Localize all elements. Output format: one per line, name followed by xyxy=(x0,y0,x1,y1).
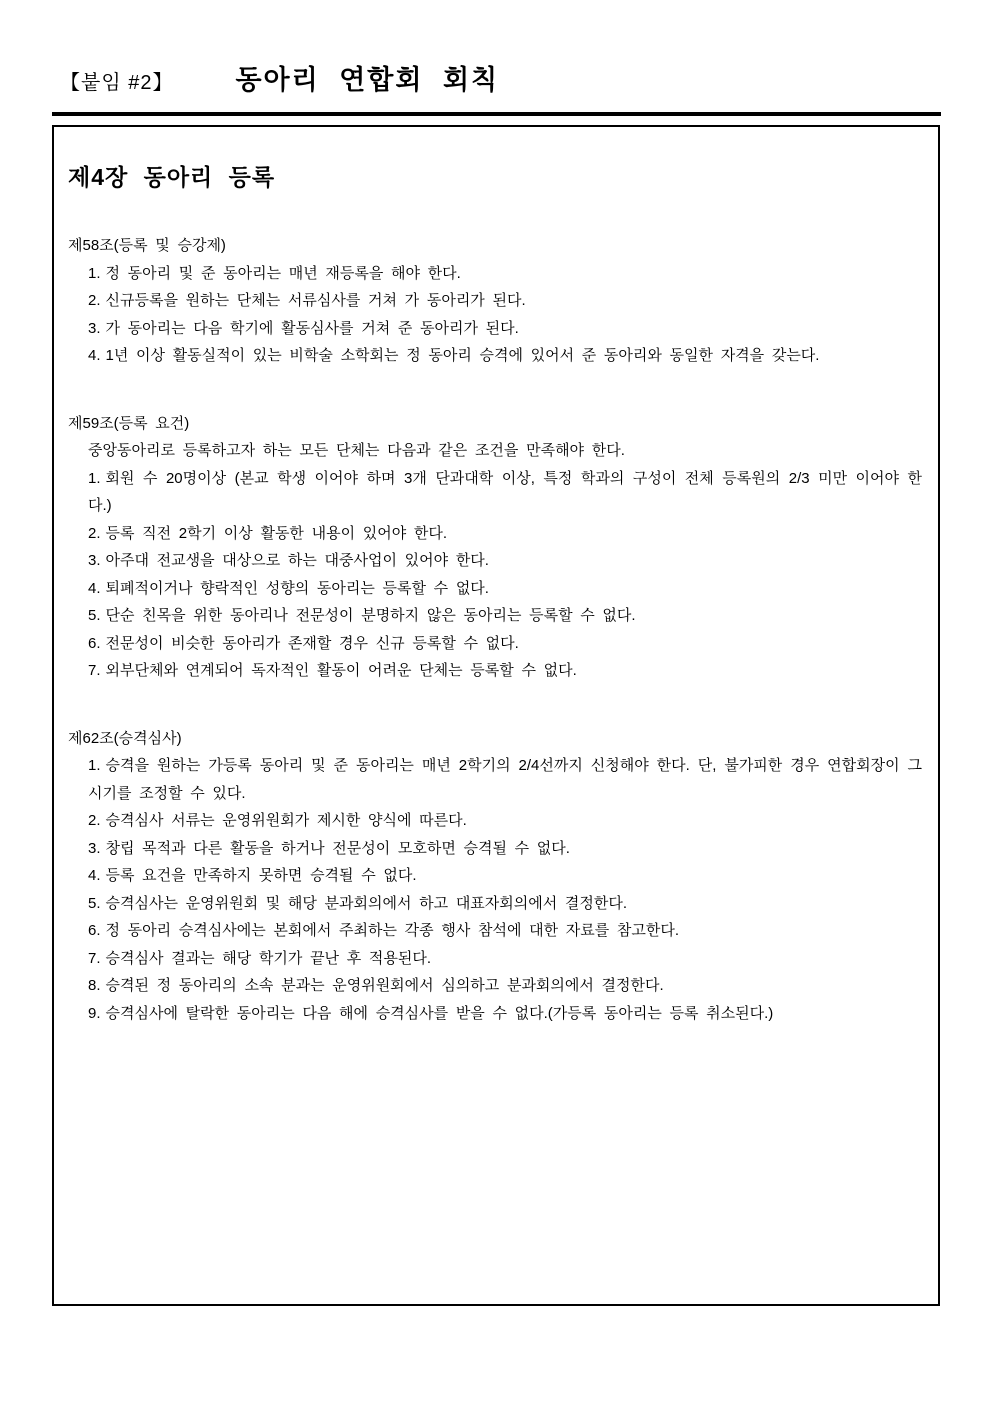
list-item xyxy=(88,890,922,918)
item-text: 승격된 정 동아리의 소속 분과는 운영위원회에서 심의하고 분과회의에서 결정한다. xyxy=(105,977,664,994)
item-number: 8. xyxy=(88,977,101,994)
section-article-59 xyxy=(68,410,922,685)
item-text: 1년 이상 활동실적이 있는 비학술 소학회는 정 동아리 승격에 있어서 준 동아리와 동일한 자격을 갖는다. xyxy=(105,347,820,364)
list-item xyxy=(88,945,922,973)
page-header xyxy=(60,58,940,97)
item-text: 승격심사 결과는 해당 학기가 끝난 후 적용된다. xyxy=(105,949,431,967)
list-item xyxy=(88,465,922,520)
item-number: 7. xyxy=(88,949,101,967)
item-text: 등록 요건을 만족하지 못하면 승격될 수 없다. xyxy=(105,867,417,884)
item-number: 3. xyxy=(88,552,101,569)
list-item xyxy=(88,807,922,835)
item-number: 2. xyxy=(88,524,101,542)
list-item xyxy=(88,547,922,575)
item-number: 1. xyxy=(88,469,101,487)
item-text: 전문성이 비슷한 동아리가 존재할 경우 신규 등록할 수 없다. xyxy=(105,634,519,652)
list-item xyxy=(88,752,922,807)
list-item xyxy=(88,287,922,315)
item-text: 창립 목적과 다른 활동을 하거나 전문성이 모호하면 승격될 수 없다. xyxy=(105,839,570,857)
section-heading: 제59조(등록 요건) xyxy=(68,414,190,432)
item-text: 승격심사는 운영위원회 및 해당 분과회의에서 하고 대표자회의에서 결정한다. xyxy=(105,894,628,912)
item-text: 가 동아리는 다음 학기에 활동심사를 거쳐 준 동아리가 된다. xyxy=(105,319,519,337)
item-number: 2. xyxy=(88,292,101,309)
section-article-58 xyxy=(68,232,922,370)
document-body-box xyxy=(52,125,940,1306)
list-item xyxy=(88,520,922,548)
list-item xyxy=(88,862,922,890)
item-text: 승격심사 서류는 운영위원회가 제시한 양식에 따른다. xyxy=(105,812,467,829)
section-items xyxy=(88,260,922,370)
list-item xyxy=(88,315,922,343)
item-number: 3. xyxy=(88,839,101,857)
item-text: 승격을 원하는 가등록 동아리 및 준 동아리는 매년 2학기의 2/4선까지 신청해야 한다. 단, 불가피한 경우 연합회장이 그 시기를 조정할 수 있다. xyxy=(88,757,922,802)
list-item xyxy=(88,657,922,685)
list-item xyxy=(88,575,922,603)
item-text: 외부단체와 연계되어 독자적인 활동이 어려운 단체는 등록할 수 없다. xyxy=(105,662,577,679)
attachment-label: 【붙임 #2】 xyxy=(60,72,174,94)
item-text: 퇴폐적이거나 향락적인 성향의 동아리는 등록할 수 없다. xyxy=(105,579,489,597)
item-number: 4. xyxy=(88,579,101,597)
section-items xyxy=(88,752,922,1027)
list-item xyxy=(88,630,922,658)
item-text: 단순 친목을 위한 동아리나 전문성이 분명하지 않은 동아리는 등록할 수 없다. xyxy=(105,607,636,624)
item-text: 신규등록을 원하는 단체는 서류심사를 거쳐 가 동아리가 된다. xyxy=(105,292,526,309)
section-heading: 제62조(승격심사) xyxy=(68,729,182,747)
section-article-62 xyxy=(68,725,922,1028)
item-number: 7. xyxy=(88,662,101,679)
list-item xyxy=(88,835,922,863)
item-number: 9. xyxy=(88,1004,101,1022)
chapter-title: 제4장 동아리 등록 xyxy=(68,164,276,190)
item-number: 1. xyxy=(88,757,101,774)
list-item xyxy=(88,260,922,288)
list-item xyxy=(88,972,922,1000)
list-item xyxy=(88,917,922,945)
item-number: 5. xyxy=(88,607,101,624)
item-text: 아주대 전교생을 대상으로 하는 대중사업이 있어야 한다. xyxy=(105,552,489,569)
item-text: 회원 수 20명이상 (본교 학생 이어야 하며 3개 단과대학 이상, 특정 학과의 구성이 전체 등록원의 2/3 미만 이어야 한다.) xyxy=(88,469,922,514)
item-number: 6. xyxy=(88,922,101,939)
header-divider xyxy=(52,112,941,116)
section-items xyxy=(88,465,922,685)
document-title: 동아리 연합회 회칙 xyxy=(235,65,500,95)
item-number: 3. xyxy=(88,319,101,337)
list-item xyxy=(88,342,922,370)
list-item xyxy=(88,602,922,630)
item-text: 정 동아리 및 준 동아리는 매년 재등록을 해야 한다. xyxy=(105,264,461,282)
item-text: 승격심사에 탈락한 동아리는 다음 해에 승격심사를 받을 수 없다.(가등록 동아리는 등록 취소된다.) xyxy=(105,1004,774,1022)
item-number: 2. xyxy=(88,812,101,829)
list-item xyxy=(88,1000,922,1028)
item-number: 6. xyxy=(88,634,101,652)
section-intro: 중앙동아리로 등록하고자 하는 모든 단체는 다음과 같은 조건을 만족해야 한다. xyxy=(88,442,625,459)
item-text: 등록 직전 2학기 이상 활동한 내용이 있어야 한다. xyxy=(105,524,448,542)
item-text: 정 동아리 승격심사에는 본회에서 주최하는 각종 행사 참석에 대한 자료를 참고한다. xyxy=(105,922,680,939)
item-number: 5. xyxy=(88,894,101,912)
item-number: 4. xyxy=(88,867,101,884)
section-heading: 제58조(등록 및 승강제) xyxy=(68,237,226,254)
item-number: 1. xyxy=(88,264,101,282)
item-number: 4. xyxy=(88,347,101,364)
